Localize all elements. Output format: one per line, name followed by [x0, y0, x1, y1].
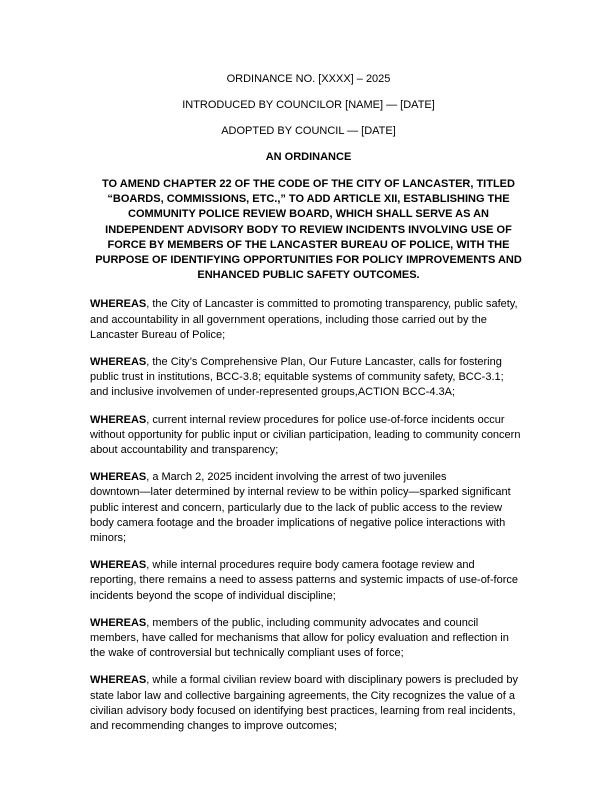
clause-line: about accountability and transparency;	[90, 444, 279, 457]
whereas-clause	[90, 470, 527, 546]
whereas-clause	[90, 355, 527, 401]
whereas-lead: WHEREAS	[90, 559, 147, 572]
clause-line	[90, 355, 527, 370]
title-line: “BOARDS, COMMISSIONS, ETC.,” TO ADD ARTICLE XII, ESTABLISHING THE	[107, 193, 510, 206]
clause-line: minors;	[90, 532, 127, 545]
whereas-lead: WHEREAS	[90, 356, 147, 369]
clause-text: , the City of Lancaster is committed to promoting transparency, public safety,	[146, 298, 518, 311]
whereas-clause	[90, 413, 527, 459]
clause-text: , current internal review procedures for police use-of-force incidents occur	[146, 413, 505, 426]
clause-line: public interest and concern, particularly due to the lack of public access to the review	[90, 501, 503, 514]
title-line: COMMUNITY POLICE REVIEW BOARD, WHICH SHALL SERVE AS AN	[128, 208, 489, 221]
clause-line: public trust in institutions, BCC-3.8; equitable systems of community safety, BCC-3.1;	[90, 371, 504, 384]
introduced-by-line: INTRODUCED BY COUNCILOR [NAME] — [DATE]	[182, 99, 435, 111]
whereas-lead: WHEREAS	[90, 674, 147, 687]
clause-line: the wake of controversial but technically compliant uses of force;	[90, 647, 404, 660]
clause-line: body camera footage and the broader implications of negative police interactions with	[90, 516, 506, 529]
clause-line: and recommending changes to improve outcomes;	[90, 720, 338, 733]
whereas-lead: WHEREAS	[90, 616, 147, 629]
clause-line: without opportunity for public input or civilian participation, leading to community concern	[90, 428, 521, 441]
clause-text: , members of the public, including community advocates and council	[146, 616, 479, 629]
title-line: TO AMEND CHAPTER 22 OF THE CODE OF THE CITY OF LANCASTER, TITLED	[102, 178, 515, 190]
clause-line: downtown—later determined by internal review to be within policy—sparked significant	[90, 486, 511, 499]
clause-line: members, have called for mechanisms that allow for policy evaluation and reflection in	[90, 632, 509, 645]
ordinance-number: ORDINANCE NO. [XXXX] – 2025	[226, 73, 391, 85]
clause-line: civilian advisory body focused on identifying best practices, learning from real incidents,	[90, 704, 516, 717]
title-line: ENHANCED PUBLIC SAFETY OUTCOMES.	[197, 269, 420, 282]
clause-text: , while a formal civilian review board with disciplinary powers is precluded by	[146, 674, 518, 687]
whereas-lead: WHEREAS	[90, 471, 147, 484]
title-line: INDEPENDENT ADVISORY BODY TO REVIEW INCIDENTS INVOLVING USE OF	[105, 223, 512, 236]
whereas-lead: WHEREAS	[90, 298, 147, 311]
clause-text: , while internal procedures require body camera footage review and	[146, 559, 475, 572]
clause-text: , a March 2, 2025 incident involving the arrest of two juveniles	[146, 471, 447, 484]
clause-line	[90, 470, 527, 485]
whereas-clause	[90, 616, 527, 662]
adopted-line: ADOPTED BY COUNCIL — [DATE]	[221, 125, 396, 137]
ordinance-heading: AN ORDINANCE	[265, 151, 352, 163]
clause-line	[90, 297, 527, 312]
clause-line: state labor law and collective bargaining agreements, the City recognizes the value of a	[90, 689, 515, 702]
clause-line: and inclusive involvemen of under-represented groups,ACTION BCC-4.3A;	[90, 386, 456, 399]
whereas-lead: WHEREAS	[90, 413, 147, 426]
clause-line: Lancaster Bureau of Police;	[90, 328, 226, 341]
title-line: PURPOSE OF IDENTIFYING OPPORTUNITIES FOR POLICY IMPROVEMENTS AND	[95, 254, 522, 267]
clause-line	[90, 558, 527, 573]
whereas-clause	[90, 558, 527, 604]
ordinance-title	[90, 177, 527, 283]
whereas-clauses	[90, 297, 527, 734]
whereas-clause	[90, 297, 527, 343]
clause-line	[90, 616, 527, 631]
clause-line	[90, 673, 527, 688]
clause-line	[90, 413, 527, 428]
clause-line: and accountability in all government operations, including those carried out by the	[90, 313, 487, 326]
title-line: FORCE BY MEMBERS OF THE LANCASTER BUREAU OF POLICE, WITH THE	[107, 238, 510, 251]
clause-line: reporting, there remains a need to assess patterns and systemic impacts of use-of-force	[90, 574, 518, 587]
clause-text: , the City’s Comprehensive Plan, Our Future Lancaster, calls for fostering	[146, 356, 502, 369]
clause-line: incidents beyond the scope of individual discipline;	[90, 589, 336, 602]
whereas-clause	[90, 673, 527, 734]
